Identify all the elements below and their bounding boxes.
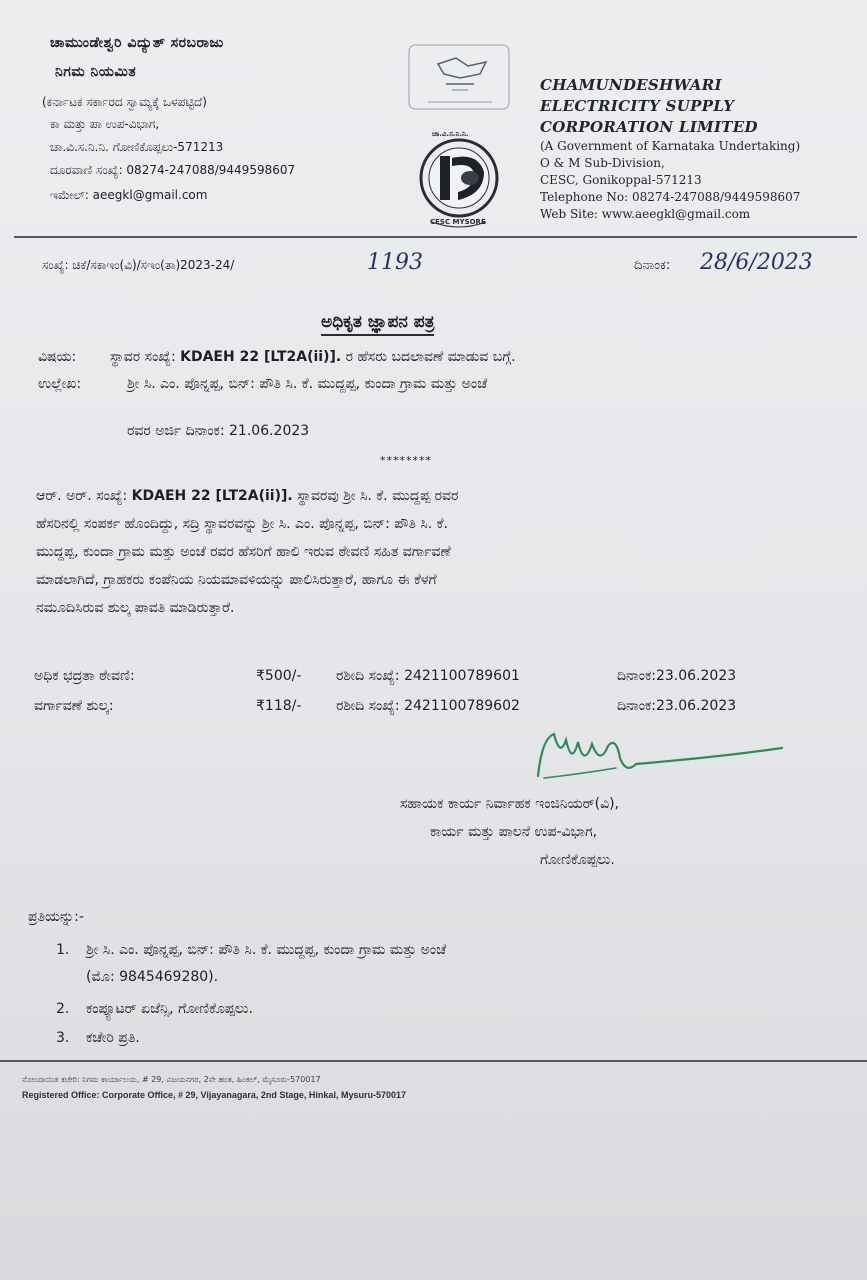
section-stars: ********: [380, 454, 432, 467]
copy-item-3-line1: ಕಚೇರಿ ಪ್ರತಿ.: [86, 1030, 140, 1046]
payment-row-deposit-date: ದಿನಾಂಕ:23.06.2023: [617, 668, 737, 684]
copies-heading: ಪ್ರತಿಯನ್ನು:-: [28, 909, 84, 925]
copy-item-1-line1: ಶ್ರೀ ಸಿ. ಎಂ. ಪೊನ್ನಪ್ಪ, ಬಿನ್: ಪೌತಿ ಸಿ. ಕೆ. ಮುದ್ದಪ್ಪ, ಕುಂದಾ ಗ್ರಾಮ ಮತ್ತು ಅಂಚೆ: [86, 942, 447, 958]
paragraph-line5: ನಮೂದಿಸಿರುವ ಶುಲ್ಕ ಪಾವತಿ ಮಾಡಿರುತ್ತಾರೆ.: [36, 600, 235, 616]
kn-undertaking: (ಕರ್ನಾಟಕ ಸರ್ಕಾರದ ಸ್ವಾಮ್ಯಕ್ಕೆ ಒಳಪಟ್ಟಿದೆ): [42, 95, 207, 109]
payment-row-fee-date: ದಿನಾಂಕ:23.06.2023: [617, 698, 737, 714]
payment-row-fee-label: ವರ್ಗಾವಣೆ ಶುಲ್ಕ:: [34, 698, 114, 714]
copy-item-2-number: 2.: [56, 1001, 70, 1017]
reference-number-label: ಸಂಖ್ಯೆ: ಚಿಕೆ/ಸಕಾಇಂ(ವಿ)/ಸಇಂ(ತಾ)2023-24/: [42, 258, 235, 272]
reference-number-handwritten: 1193: [367, 250, 423, 275]
payment-row-fee-receipt: ರಶೀದಿ ಸಂಖ್ಯೆ: 2421100789602: [336, 698, 520, 714]
copy-item-1-line2: (ಮೊ: 9845469280).: [86, 969, 219, 985]
kn-company-name-line2: ನಿಗಮ ನಿಯಮಿತ: [55, 64, 137, 80]
kn-phone: ದೂರವಾಣಿ ಸಂಖ್ಯೆ: 08274-247088/9449598607: [50, 163, 296, 177]
paragraph-line1: [36, 484, 458, 509]
date-label: ದಿನಾಂಕ:: [634, 258, 671, 273]
en-company-name-line2: ELECTRICITY SUPPLY: [540, 97, 735, 115]
header-divider: [14, 236, 857, 238]
paragraph-line1-code: KDAEH 22 [LT2A(ii)].: [131, 488, 293, 504]
kn-subdivision: ಕಾ ಮತ್ತು ಪಾ ಉಪ-ವಿಭಾಗ,: [50, 117, 160, 131]
copy-item-1-number: 1.: [56, 942, 70, 958]
payment-row-deposit-receipt: ರಶೀದಿ ಸಂಖ್ಯೆ: 2421100789601: [336, 668, 520, 684]
cesc-logo: [412, 128, 506, 232]
footer-kn-registered-office: ನೋಂದಾಯಿತ ಕಚೇರಿ: ನಿಗಮ ಕಾರ್ಯಾಲಯ, # 29, ವಿಜಯನಗರ, 2ನೇ ಹಂತ, ಹಿಂಕಲ್, ಮೈಸೂರು-570017: [22, 1075, 321, 1084]
payment-row-deposit-amount: ₹500/-: [256, 668, 302, 684]
en-office-address: CESC, Gonikoppal-571213: [540, 173, 702, 187]
reference-line1: ಶ್ರೀ ಸಿ. ಎಂ. ಪೊನ್ನಪ್ಪ, ಬಿನ್: ಪೌತಿ ಸಿ. ಕೆ. ಮುದ್ದಪ್ಪ, ಕುಂದಾ ಗ್ರಾಮ ಮತ್ತು ಅಂಚೆ: [127, 376, 488, 392]
subject-pre: ಸ್ಥಾವರ ಸಂಖ್ಯೆ:: [110, 349, 176, 365]
paragraph-line4: ಮಾಡಲಾಗಿದೆ, ಗ್ರಾಹಕರು ಕಂಪೆನಿಯ ನಿಯಮಾವಳಿಯನ್ನು ಪಾಲಿಸಿರುತ್ತಾರೆ, ಹಾಗೂ ಈ ಕೆಳಗೆ: [36, 572, 437, 588]
karnataka-emblem-logo: [408, 44, 510, 110]
signatory-office: ಕಾರ್ಯ ಮತ್ತು ಪಾಲನೆ ಉಪ-ವಿಭಾಗ,: [430, 824, 598, 840]
cesc-logo-text-top: ಚಾ.ವಿ.ಸ.ನಿ.ನಿ.: [432, 130, 469, 138]
subject-line: [110, 345, 516, 370]
copy-item-2-line1: ಕಂಪ್ಯೂಟರ್ ಏಜೆನ್ಸಿ, ಗೋಣಿಕೊಪ್ಪಲು.: [86, 1001, 253, 1017]
signatory-designation: ಸಹಾಯಕ ಕಾರ್ಯ ನಿರ್ವಾಹಕ ಇಂಜಿನಿಯರ್(ವಿ),: [400, 796, 620, 812]
letter-title: ಅಧಿಕೃತ ಜ್ಞಾಪನ ಪತ್ರ: [321, 312, 434, 336]
date-handwritten: 28/6/2023: [700, 250, 813, 275]
handwritten-signature: [520, 718, 790, 788]
kn-office-address: ಚಾ.ವಿ.ಸ.ನಿ.ನಿ. ಗೋಣಿಕೊಪ್ಪಲು-571213: [50, 140, 224, 154]
payment-row-fee-amount: ₹118/-: [256, 698, 302, 714]
en-undertaking: (A Government of Karnataka Undertaking): [540, 139, 801, 153]
en-phone: Telephone No: 08274-247088/9449598607: [540, 190, 801, 204]
kn-email: ಇಮೇಲ್: aeegkl@gmail.com: [50, 188, 208, 202]
cesc-logo-text-bottom: CESC MYSORE: [430, 218, 486, 226]
reference-label: ಉಲ್ಲೇಖ:: [38, 376, 82, 392]
reference-line2: ರವರ ಅರ್ಜಿ ದಿನಾಂಕ: 21.06.2023: [127, 423, 310, 439]
paragraph-line3: ಮುದ್ದಪ್ಪ, ಕುಂದಾ ಗ್ರಾಮ ಮತ್ತು ಅಂಚೆ ರವರ ಹೆಸರಿಗೆ ಹಾಲಿ ಇರುವ ಠೇವಣಿ ಸಹಿತ ವರ್ಗಾವಣೆ: [36, 544, 451, 560]
subject-code: KDAEH 22 [LT2A(ii)].: [180, 349, 342, 365]
en-company-name-line3: CORPORATION LIMITED: [540, 118, 758, 136]
paragraph-line2: ಹೆಸರಿನಲ್ಲಿ ಸಂಪರ್ಕ ಹೊಂದಿದ್ದು, ಸದ್ರಿ ಸ್ಥಾವರವನ್ನು ಶ್ರೀ ಸಿ. ಎಂ. ಪೊನ್ನಪ್ಪ, ಬಿನ್: ಪೌತಿ ಸಿ. ಕೆ.: [36, 516, 448, 532]
kn-company-name-line1: ಚಾಮುಂಡೇಶ್ವರಿ ವಿದ್ಯುತ್ ಸರಬರಾಜು: [50, 35, 224, 51]
paragraph-line1-post: ಸ್ಥಾವರವು ಶ್ರೀ ಸಿ. ಕೆ. ಮುದ್ದಪ್ಪ ರವರ: [297, 488, 459, 504]
footer-divider: [0, 1060, 867, 1062]
subject-label: ವಿಷಯ:: [38, 349, 77, 365]
en-subdivision: O & M Sub-Division,: [540, 156, 665, 170]
en-website: Web Site: www.aeegkl@gmail.com: [540, 207, 751, 221]
subject-post: ರ ಹೆಸರು ಬದಲಾವಣೆ ಮಾಡುವ ಬಗ್ಗೆ.: [345, 349, 516, 365]
copy-item-3-number: 3.: [56, 1030, 70, 1046]
payment-row-deposit-label: ಅಧಿಕ ಭದ್ರತಾ ಠೇವಣಿ:: [34, 668, 135, 684]
en-company-name-line1: CHAMUNDESHWARI: [540, 76, 722, 94]
signatory-location: ಗೋಣಿಕೊಪ್ಪಲು.: [540, 852, 615, 868]
paragraph-line1-pre: ಆರ್. ಅರ್. ಸಂಖ್ಯೆ:: [36, 488, 128, 504]
footer-en-registered-office: Registered Office: Corporate Office, # 29, Vijayanagara, 2nd Stage, Hinkal, Mysuru-570017: [22, 1090, 406, 1100]
